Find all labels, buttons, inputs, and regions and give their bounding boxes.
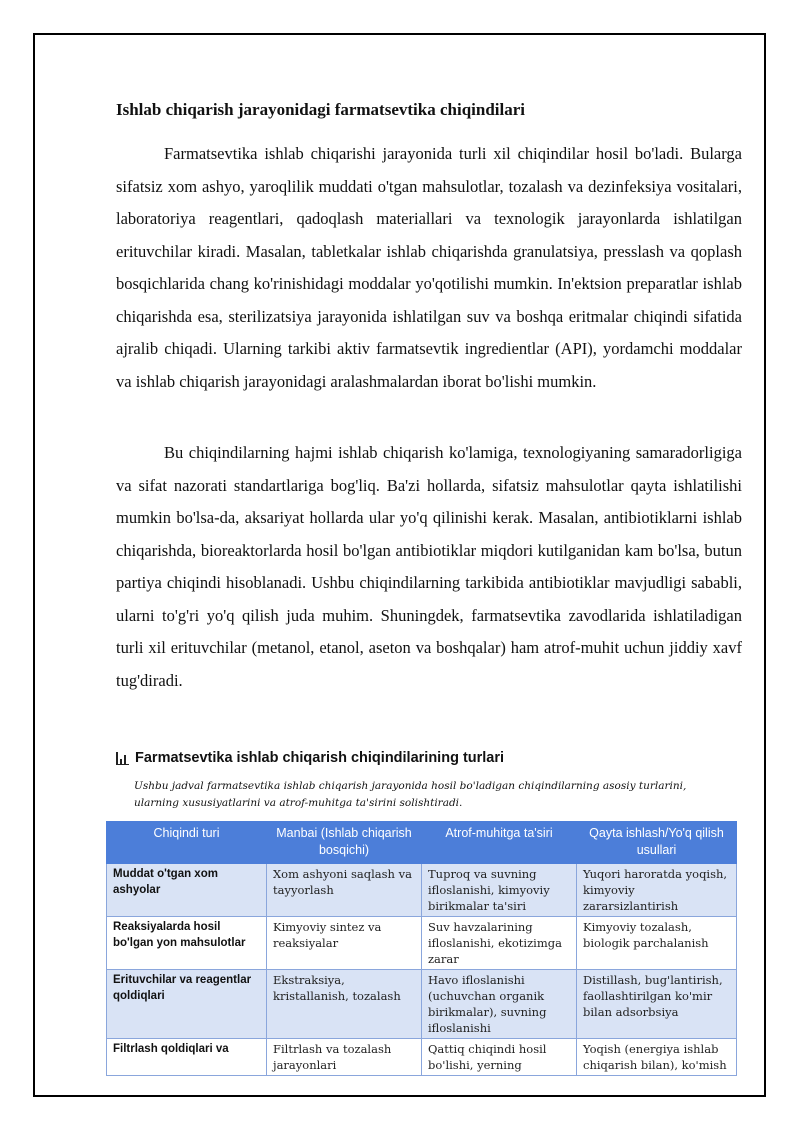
impact-cell: Qattiq chiqindi hosil bo'lishi, yerning bbox=[422, 1039, 577, 1076]
section-heading: Ishlab chiqarish jarayonidagi farmatsevtika chiqindilari bbox=[116, 100, 525, 119]
column-header: Chiqindi turi bbox=[107, 822, 267, 864]
disposal-cell: Distillash, bug'lantirish, faollashtirilgan ko'mir bilan adsorbsiya bbox=[577, 970, 737, 1039]
source-cell: Kimyoviy sintez va reaksiyalar bbox=[267, 917, 422, 970]
waste-type-cell: Filtrlash qoldiqlari va bbox=[107, 1039, 267, 1076]
table-title-text: Farmatsevtika ishlab chiqarish chiqindilarining turlari bbox=[135, 750, 505, 766]
source-cell: Ekstraksiya, kristallanish, tozalash bbox=[267, 970, 422, 1039]
table-row bbox=[107, 917, 737, 970]
paragraph-1: Farmatsevtika ishlab chiqarishi jarayonida turli xil chiqindilar hosil bo'ladi. Bularga sifatsiz xom ashyo, yaroqlilik muddati o'tgan mahsulotlar, tozalash va dezinfeksiya vositalari, laboratoriya reagentlari, qadoqlash materiallari va texnologik jarayonlarda ishlatilgan erituvchilar kiradi. Masalan, tabletkalar ishlab chiqarishda granulatsiya, presslash va qoplash bosqichlarida chang ko'rinishidagi moddalar yo'qotilishi mumkin. In'ektsion preparatlar ishlab chiqarishda esa, sterilizatsiya jarayonida ishlatilgan suv va boshqa eritmalar chiqindi sifatida ajralib chiqadi. Ularning tarkibi aktiv farmatsevtik ingredientlar (API), yordamchi moddalar va ishlab chiqarish jarayonidagi aralashmalardan iborat bo'lishi mumkin. bbox=[116, 144, 742, 391]
impact-cell: Havo ifloslanishi (uchuvchan organik birikmalar), suvning ifloslanishi bbox=[422, 970, 577, 1039]
bar-chart-icon bbox=[116, 752, 129, 765]
table-row bbox=[107, 1039, 737, 1076]
waste-types-table bbox=[106, 821, 737, 1076]
disposal-cell: Yuqori haroratda yoqish, kimyoviy zararsizlantirish bbox=[577, 864, 737, 917]
table-title bbox=[116, 750, 504, 766]
impact-cell: Tuproq va suvning ifloslanishi, kimyoviy birikmalar ta'siri bbox=[422, 864, 577, 917]
column-header: Manbai (Ishlab chiqarish bosqichi) bbox=[267, 822, 422, 864]
paragraph-2: Bu chiqindilarning hajmi ishlab chiqarish ko'lamiga, texnologiyaning samaradorligiga va sifat nazorati standartlariga bog'liq. Ba'zi hollarda, sifatsiz mahsulotlar qayta ishlatilishi mumkin bo'lsa-da, aksariyat hollarda ular yo'q qilinishi kerak. Masalan, antibiotiklarni ishlab chiqarishda, bioreaktorlarda hosil bo'lgan antibiotiklar miqdori kutilganidan kam bo'lsa, butun partiya chiqindi hisoblanadi. Ushbu chiqindilarning tarkibida antibiotiklar mavjudligi sababli, ularni to'g'ri yo'q qilish juda muhim. Shuningdek, farmatsevtika zavodlarida ishlatiladigan turli xil erituvchilar (metanol, etanol, aseton va boshqalar) ham atrof-muhit uchun jiddiy xavf tug'diradi. bbox=[116, 443, 742, 690]
column-header: Atrof-muhitga ta'siri bbox=[422, 822, 577, 864]
source-cell: Filtrlash va tozalash jarayonlari bbox=[267, 1039, 422, 1076]
impact-cell: Suv havzalarining ifloslanishi, ekotizimga zarar bbox=[422, 917, 577, 970]
column-header: Qayta ishlash/Yo'q qilish usullari bbox=[577, 822, 737, 864]
table-header-row bbox=[107, 822, 737, 864]
waste-type-cell: Erituvchilar va reagentlar qoldiqlari bbox=[107, 970, 267, 1039]
table-caption: Ushbu jadval farmatsevtika ishlab chiqarish jarayonida hosil bo'ladigan chiqindilarning asosiy turlarini, ularning xususiyatlarini va atrof-muhitga ta'sirini solishtiradi. bbox=[134, 780, 687, 809]
source-cell: Xom ashyoni saqlash va tayyorlash bbox=[267, 864, 422, 917]
waste-type-cell: Muddat o'tgan xom ashyolar bbox=[107, 864, 267, 917]
disposal-cell: Kimyoviy tozalash, biologik parchalanish bbox=[577, 917, 737, 970]
table-row bbox=[107, 970, 737, 1039]
disposal-cell: Yoqish (energiya ishlab chiqarish bilan), ko'mish bbox=[577, 1039, 737, 1076]
waste-type-cell: Reaksiyalarda hosil bo'lgan yon mahsulotlar bbox=[107, 917, 267, 970]
table-row bbox=[107, 864, 737, 917]
